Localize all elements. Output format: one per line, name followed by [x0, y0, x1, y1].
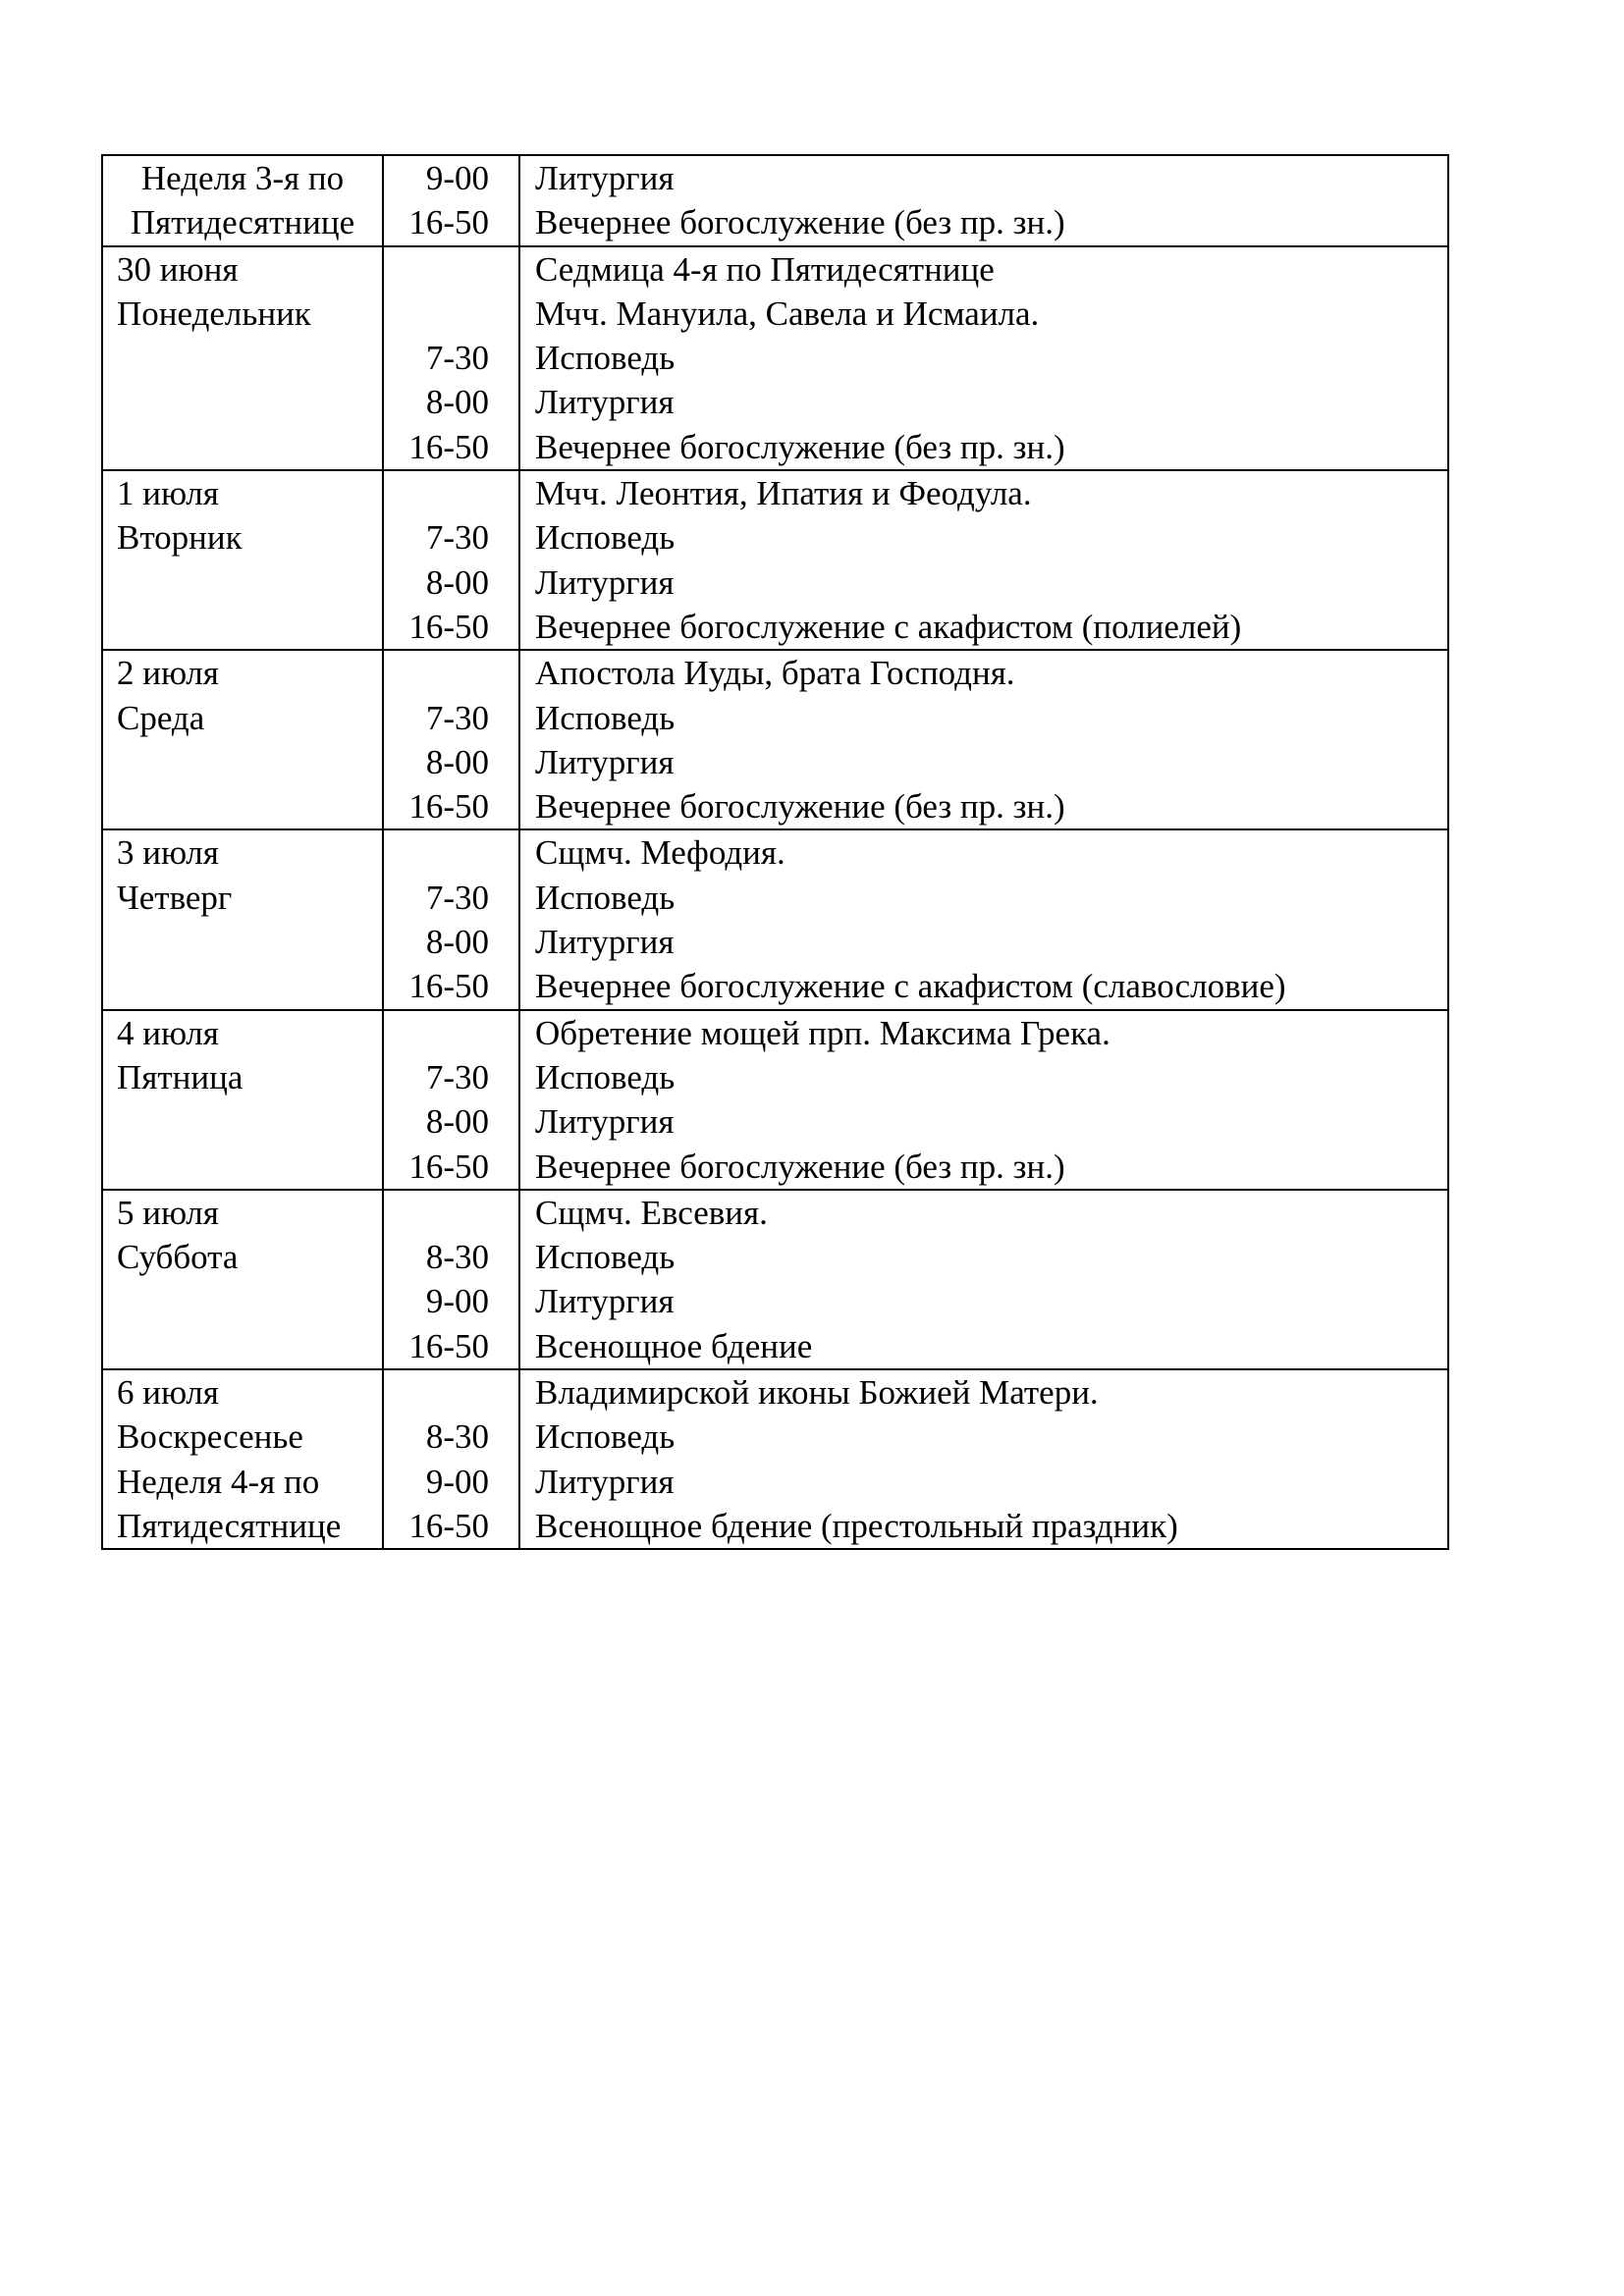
day-line: 5 июля [117, 1193, 219, 1232]
day-line [103, 1324, 382, 1368]
service-line: Вечернее богослужение с акафистом (полиелей) [535, 607, 1242, 646]
day-cell [102, 1190, 383, 1369]
day-line: 4 июля [117, 1013, 219, 1052]
service-cell [519, 1010, 1448, 1190]
day-line [103, 425, 382, 469]
time-line: 9-00 [425, 159, 489, 197]
time-line: 16-50 [408, 967, 489, 1006]
service-line: Исповедь [535, 698, 676, 737]
time-cell [383, 246, 519, 470]
day-line: Пятидесятнице [117, 1506, 342, 1545]
time-line: 7-30 [425, 518, 489, 558]
time-line: 8-00 [425, 923, 489, 962]
service-line: Всенощное бдение (престольный праздник) [535, 1506, 1178, 1545]
time-line [384, 247, 518, 292]
service-line: Всенощное бдение [535, 1326, 813, 1365]
time-line: 8-30 [425, 1417, 489, 1457]
time-line: 16-50 [408, 1147, 489, 1186]
time-cell [383, 1190, 519, 1369]
service-line: Сщмч. Евсевия. [535, 1193, 768, 1232]
time-line [384, 830, 518, 875]
service-line: Литургия [535, 1282, 675, 1321]
time-line: 16-50 [408, 1506, 489, 1545]
day-line [103, 964, 382, 1008]
service-line: Литургия [535, 1102, 675, 1142]
day-line [103, 605, 382, 649]
time-cell [383, 155, 519, 246]
day-line: 30 июня [117, 249, 239, 289]
day-cell [102, 246, 383, 470]
day-line: 6 июля [117, 1373, 219, 1413]
day-line: Неделя 4-я по [117, 1462, 320, 1501]
time-line: 8-30 [425, 1238, 489, 1277]
day-cell [102, 650, 383, 829]
service-line: Мчч. Леонтия, Ипатия и Феодула. [535, 474, 1032, 513]
day-line: Пятница [117, 1057, 244, 1096]
service-cell [519, 155, 1448, 246]
table-row [102, 1010, 1448, 1190]
day-line: Неделя 3-я по [140, 159, 345, 197]
day-line: 3 июля [117, 833, 219, 873]
table-row [102, 246, 1448, 470]
time-line: 8-00 [425, 742, 489, 781]
table-row [102, 1190, 1448, 1369]
day-line [103, 1145, 382, 1189]
time-line: 16-50 [408, 203, 489, 242]
day-line [103, 561, 382, 605]
day-cell [102, 1010, 383, 1190]
time-line [384, 651, 518, 695]
table-row [102, 829, 1448, 1009]
day-line [103, 1099, 382, 1144]
day-line [103, 380, 382, 424]
service-line: Обретение мощей прп. Максима Грека. [535, 1013, 1110, 1052]
service-line: Мчч. Мануила, Савела и Исмаила. [535, 294, 1040, 333]
time-line: 7-30 [425, 878, 489, 917]
time-line: 16-50 [408, 427, 489, 466]
service-line: Литургия [535, 1462, 675, 1501]
service-line: Сщмч. Мефодия. [535, 833, 785, 873]
service-line: Литургия [535, 923, 675, 962]
time-line [384, 1191, 518, 1235]
day-line [103, 740, 382, 784]
day-line [103, 1279, 382, 1323]
time-line: 7-30 [425, 698, 489, 737]
service-line: Исповедь [535, 518, 676, 558]
service-cell [519, 1190, 1448, 1369]
service-line: Вечернее богослужение (без пр. зн.) [535, 203, 1065, 242]
day-cell [102, 1369, 383, 1549]
day-line: Четверг [117, 878, 233, 917]
day-line: Среда [117, 698, 205, 737]
service-line: Вечернее богослужение (без пр. зн.) [535, 427, 1065, 466]
service-line: Седмица 4-я по Пятидесятнице [535, 249, 995, 289]
service-line: Литургия [535, 383, 675, 422]
time-cell [383, 1369, 519, 1549]
day-cell [102, 155, 383, 246]
time-line: 8-00 [425, 562, 489, 602]
time-cell [383, 650, 519, 829]
day-line [103, 336, 382, 380]
service-cell [519, 650, 1448, 829]
time-line [384, 471, 518, 515]
table-row [102, 650, 1448, 829]
service-line: Исповедь [535, 878, 676, 917]
day-line: Воскресенье [117, 1417, 303, 1457]
time-cell [383, 829, 519, 1009]
service-line: Исповедь [535, 1238, 676, 1277]
service-cell [519, 829, 1448, 1009]
time-line: 9-00 [425, 1462, 489, 1501]
service-line: Владимирской иконы Божией Матери. [535, 1373, 1099, 1413]
service-line: Литургия [535, 742, 675, 781]
day-line: Пятидесятнице [130, 203, 355, 242]
schedule-body [102, 155, 1448, 1549]
service-line: Исповедь [535, 339, 676, 378]
day-line [103, 784, 382, 828]
day-line: 1 июля [117, 474, 219, 513]
time-line: 16-50 [408, 607, 489, 646]
day-line: Понедельник [117, 294, 311, 333]
time-cell [383, 1010, 519, 1190]
time-line: 8-00 [425, 383, 489, 422]
service-line: Вечернее богослужение (без пр. зн.) [535, 1147, 1065, 1186]
day-line: Вторник [117, 518, 243, 558]
schedule-table [101, 154, 1449, 1550]
table-row [102, 470, 1448, 650]
service-cell [519, 470, 1448, 650]
service-line: Вечернее богослужение (без пр. зн.) [535, 787, 1065, 827]
time-line: 9-00 [425, 1282, 489, 1321]
time-line: 8-00 [425, 1102, 489, 1142]
service-cell [519, 246, 1448, 470]
time-line [384, 1370, 518, 1415]
time-line: 7-30 [425, 339, 489, 378]
day-line: Суббота [117, 1238, 239, 1277]
service-line: Литургия [535, 562, 675, 602]
day-cell [102, 470, 383, 650]
service-line: Исповедь [535, 1417, 676, 1457]
day-cell [102, 829, 383, 1009]
time-cell [383, 470, 519, 650]
time-line [384, 292, 518, 336]
service-cell [519, 1369, 1448, 1549]
service-line: Вечернее богослужение с акафистом (славословие) [535, 967, 1286, 1006]
table-row [102, 1369, 1448, 1549]
day-line [103, 920, 382, 964]
service-line: Исповедь [535, 1057, 676, 1096]
table-row [102, 155, 1448, 246]
time-line: 16-50 [408, 1326, 489, 1365]
service-line: Литургия [535, 159, 675, 197]
time-line: 16-50 [408, 787, 489, 827]
time-line: 7-30 [425, 1057, 489, 1096]
day-line: 2 июля [117, 654, 219, 693]
time-line [384, 1011, 518, 1055]
service-line: Апостола Иуды, брата Господня. [535, 654, 1015, 693]
